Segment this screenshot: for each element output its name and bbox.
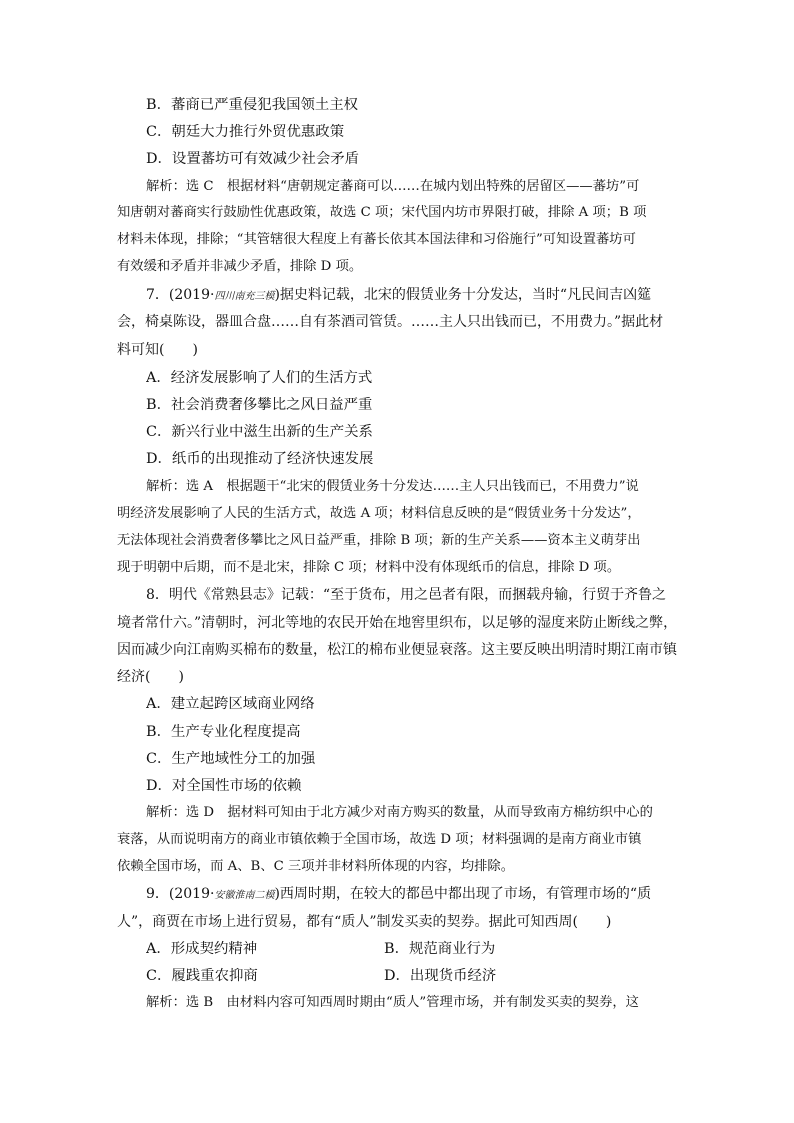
q6-option-b: B．蕃商已严重侵犯我国领土主权 bbox=[146, 97, 359, 113]
q7-option-b: B．社会消费奢侈攀比之风日益严重 bbox=[146, 397, 373, 413]
q7-stem-first-line bbox=[146, 286, 677, 306]
q7-option-a: A．经济发展影响了人们的生活方式 bbox=[146, 370, 373, 386]
q7-explanation-line: 无法体现社会消费奢侈攀比之风日益严重，排除 B 项；新的生产关系——资本主义萌芽出 bbox=[117, 533, 641, 548]
q9-stem-line: 人”，商贾在市场上进行贸易，都有“质人”制发买卖的契券。据此可知西周( ) bbox=[117, 914, 612, 930]
q7-stem-line: 料可知( ) bbox=[117, 342, 198, 358]
q9-option-b: B．规范商业行为 bbox=[384, 941, 496, 957]
q7-source: 四川南充三模 bbox=[214, 291, 275, 302]
q8-stem-line: 经济( ) bbox=[117, 669, 184, 685]
q8-option-b: B．生产专业化程度提高 bbox=[146, 724, 301, 740]
q7-explanation-line: 解析：选 A 根据题干“北宋的假赁业务十分发达……主人只出钱而已，不用费力”说 bbox=[146, 479, 639, 494]
q8-stem-line: 因而减少向江南购买棉布的数量，松江的棉布业便显衰落。这主要反映出明清时期江南市镇 bbox=[117, 642, 677, 658]
q8-explanation-line: 解析：选 D 据材料可知由于北方减少对南方购买的数量，从而导致南方棉纺织中心的 bbox=[146, 805, 653, 820]
q8-stem-line: 境者常什六。”清朝时，河北等地的农民开始在地窖里织布，以足够的湿度来防止断线之弊， bbox=[117, 615, 677, 631]
q7-stem-line: 会，椅桌陈设，器皿合盘……自有茶酒司管赁。……主人只出钱而已，不用费力。”据此材 bbox=[117, 314, 664, 330]
q9-option-a: A．形成契约精神 bbox=[146, 941, 258, 957]
q6-explanation-line: 有效缓和矛盾并非减少矛盾，排除 D 项。 bbox=[117, 259, 363, 274]
q9-number: 9．(2019· bbox=[146, 886, 215, 902]
q6-explanation-line: 材料未体现，排除；“其管辖很大程度上有蕃长依其本国法律和习俗施行”可知设置蕃坊可 bbox=[117, 232, 636, 247]
q6-explanation-line: 知唐朝对蕃商实行鼓励性优惠政策，故选 C 项；宋代国内坊市界限打破，排除 A 项；B 项 bbox=[117, 205, 647, 220]
q8-explanation-line: 依赖全国市场，而 A、B、C 三项并非材料所体现的内容，均排除。 bbox=[117, 859, 515, 874]
q7-explanation-line: 现于明朝中后期，而不是北宋，排除 C 项；材料中没有体现纸币的信息，排除 D 项。 bbox=[117, 560, 621, 575]
q7-number: 7．(2019· bbox=[146, 287, 215, 303]
q9-stem-first-line bbox=[146, 885, 677, 905]
q7-option-c: C．新兴行业中滋生出新的生产关系 bbox=[146, 424, 373, 440]
q7-stem-text: )据史料记载，北宋的假赁业务十分发达，当时“凡民间吉凶筵 bbox=[274, 287, 652, 303]
q9-source: 安徽淮南二模 bbox=[214, 890, 275, 901]
q9-explanation-line: 解析：选 B 由材料内容可知西周时期由“质人”管理市场，并有制发买卖的契券，这 bbox=[146, 995, 639, 1010]
q8-option-d: D．对全国性市场的依赖 bbox=[146, 778, 302, 794]
q7-explanation-line: 明经济发展影响了人民的生活方式，故选 A 项；材料信息反映的是“假赁业务十分发达”， bbox=[117, 506, 641, 521]
q6-option-c: C．朝廷大力推行外贸优惠政策 bbox=[146, 124, 345, 140]
q6-explanation-line: 解析：选 C 根据材料“唐朝规定蕃商可以……在城内划出特殊的居留区——蕃坊”可 bbox=[146, 179, 640, 194]
q9-stem-text: )西周时期，在较大的都邑中都出现了市场，有管理市场的“质 bbox=[274, 886, 652, 902]
q7-option-d: D．纸币的出现推动了经济快速发展 bbox=[146, 451, 374, 467]
q8-stem-line: 8．明代《常熟县志》记载：“至于货布，用之邑者有限，而捆载舟输，行贸于齐鲁之 bbox=[146, 587, 667, 603]
q8-explanation-line: 衰落，从而说明南方的商业市镇依赖于全国市场，故选 D 项；材料强调的是南方商业市镇 bbox=[117, 832, 642, 847]
q9-option-c: C．履践重农抑商 bbox=[146, 968, 258, 984]
q8-option-c: C．生产地域性分工的加强 bbox=[146, 751, 316, 767]
q9-option-d: D．出现货币经济 bbox=[384, 968, 497, 984]
q8-option-a: A．建立起跨区域商业网络 bbox=[146, 696, 315, 712]
q6-option-d: D．设置蕃坊可有效减少社会矛盾 bbox=[146, 151, 360, 167]
